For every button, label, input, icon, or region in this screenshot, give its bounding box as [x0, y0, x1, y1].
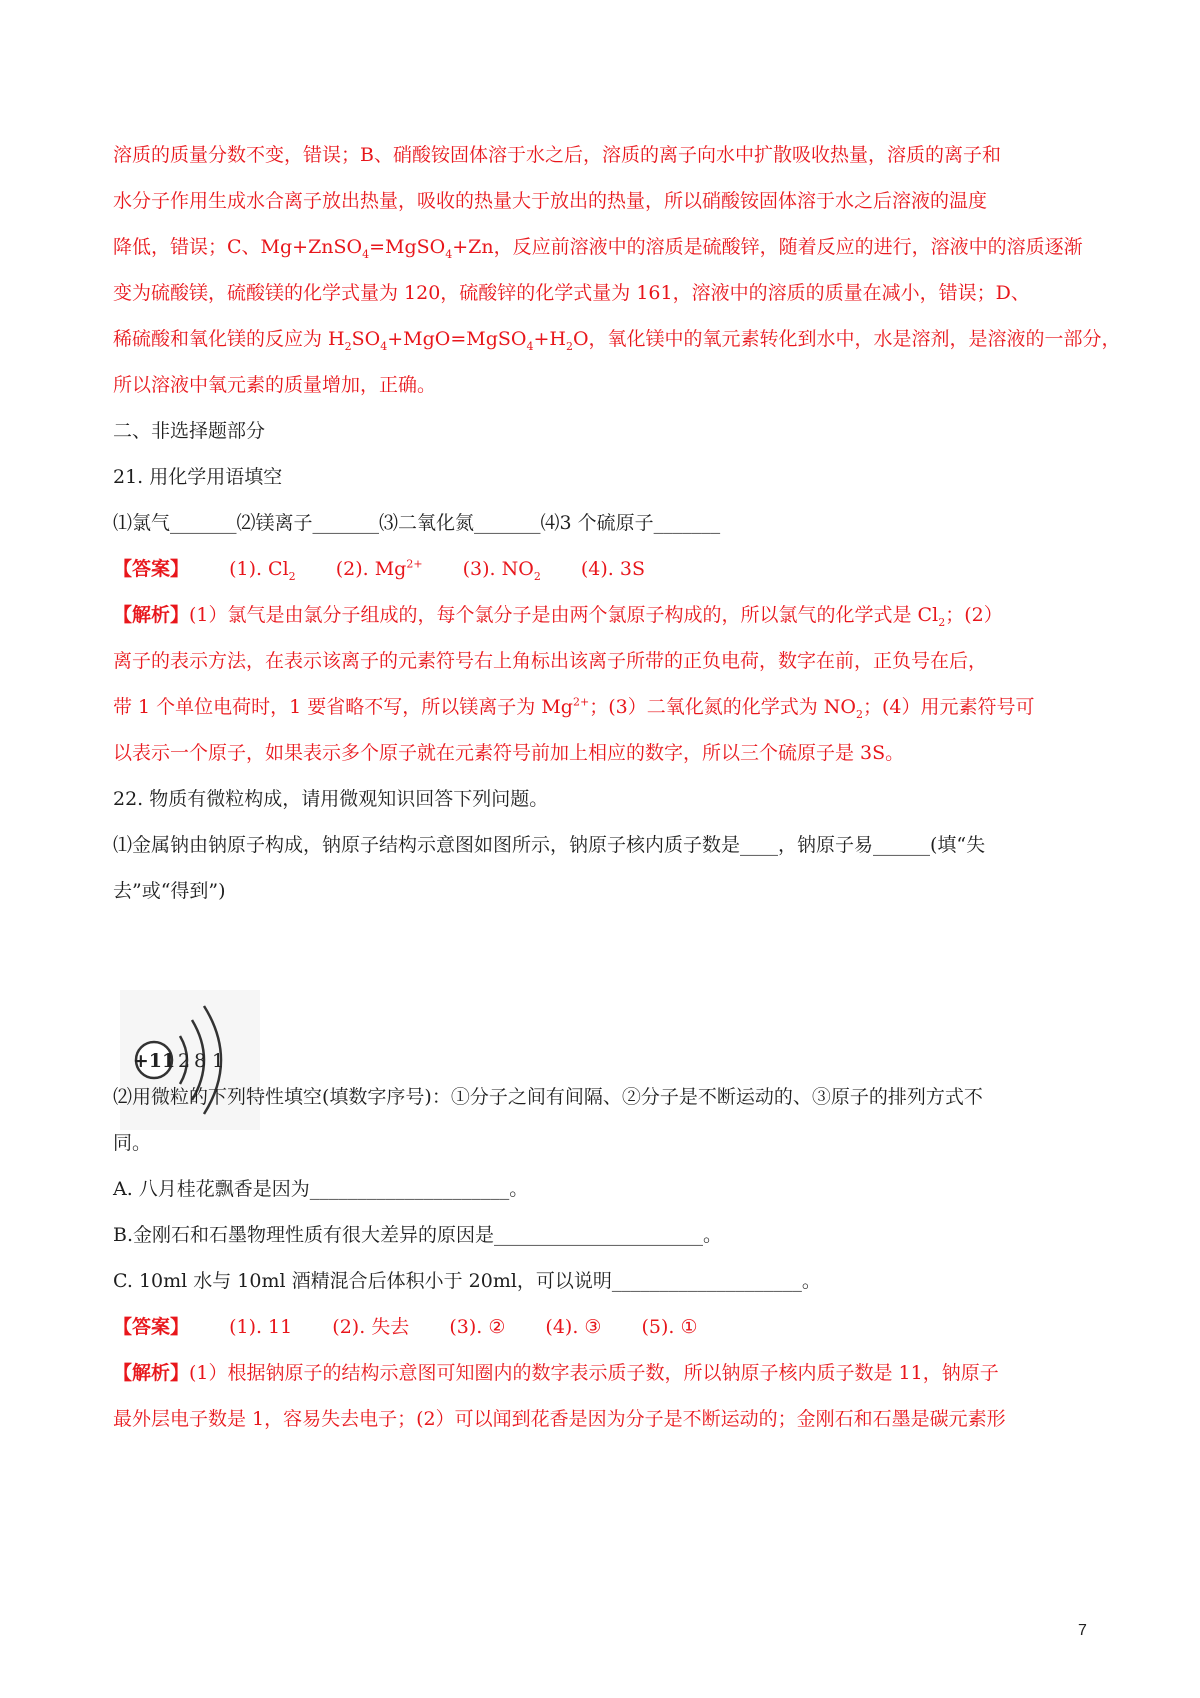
q21-blanks: ⑴氯气_______⑵镁离子_______⑶二氧化氮_______⑷3 个硫原子_______	[113, 512, 721, 534]
prev-explanation-line-2: 水分子作用生成水合离子放出热量，吸收的热量大于放出的热量，所以硝酸铵固体溶于水之后溶液的温度	[113, 190, 988, 212]
q22-part1-line-2: 去”或“得到”)	[113, 880, 226, 902]
q21-answer-2: (2). $Mg^{2+}$	[335, 557, 423, 580]
shell-1-electrons: 2	[177, 1050, 191, 1072]
analysis-label: 【解析】	[113, 604, 190, 626]
q22-answer-2: (2). 失去	[332, 1316, 410, 1338]
q22-answer-4: (4). ③	[545, 1316, 602, 1338]
q22-title: 22. 物质有微粒构成，请用微观知识回答下列问题。	[113, 788, 549, 810]
q22-question-a: A. 八月桂花飘香是因为_____________________。	[113, 1178, 529, 1200]
q21-answer-4: (4). 3S	[580, 558, 645, 580]
q21-title: 21. 用化学用语填空	[113, 466, 283, 488]
q22-answer-1: (1). 11	[229, 1316, 293, 1338]
prev-explanation-line-6: 所以溶液中氧元素的质量增加，正确。	[113, 374, 437, 396]
prev-explanation-line-4: 变为硫酸镁，硫酸镁的化学式量为 120，硫酸锌的化学式量为 161，溶液中的溶质的质量在减小，错误；D、	[113, 282, 1030, 304]
shell-2-electrons: 8	[193, 1050, 207, 1072]
q21-analysis-line-4: 以表示一个原子，如果表示多个原子就在元素符号前加上相应的数字，所以三个硫原子是 3S。	[113, 742, 905, 764]
q21-answer	[113, 554, 1103, 584]
prev-explanation-line-5: 稀硫酸和氧化镁的反应为 $H_2SO_4+MgO=MgSO_4+H_2O$，氧化镁中的氧元素转化到水中，水是溶剂，是溶液的一部分，	[113, 328, 1121, 353]
q22-question-b: B.金刚石和石墨物理性质有很大差异的原因是______________________。	[113, 1224, 723, 1246]
q22-part2-line-1: ⑵用微粒的下列特性填空(填数字序号)：①分子之间有间隔、②分子是不断运动的、③原子的排列方式不	[113, 1086, 983, 1108]
q22-answer-3: (3). ②	[449, 1316, 506, 1338]
q22-part2-line-2: 同。	[113, 1132, 152, 1154]
prev-explanation-line-1: 溶质的质量分数不变，错误；B、硝酸铵固体溶于水之后，溶质的离子向水中扩散吸收热量，溶质的离子和	[113, 144, 1001, 166]
section-title: 二、非选择题部分	[113, 420, 266, 442]
q21-answer-1: (1). $Cl_2$	[229, 558, 296, 583]
q22-question-c: C. 10ml 水与 10ml 酒精混合后体积小于 20ml，可以说明____________________。	[113, 1270, 821, 1292]
q22-answer	[113, 1312, 1103, 1342]
q22-analysis-line-2: 最外层电子数是 1，容易失去电子；(2）可以闻到花香是因为分子是不断运动的；金刚石和石墨是碳元素形	[113, 1408, 1006, 1430]
nucleus-charge: +11	[132, 1050, 176, 1072]
q22-part1-line-1: ⑴金属钠由钠原子构成，钠原子结构示意图如图所示，钠原子核内质子数是____，钠原子易______(填“失	[113, 834, 986, 856]
prev-explanation-line-3: 降低，错误；C、Mg+ZnSO$_4$=MgSO$_4$+Zn，反应前溶液中的溶质是硫酸锌，随着反应的进行，溶液中的溶质逐渐	[113, 236, 1083, 261]
answer-label: 【答案】	[113, 558, 190, 580]
answer-label: 【答案】	[113, 1316, 190, 1338]
shell-3-electrons: 1	[211, 1050, 225, 1072]
analysis-label: 【解析】	[113, 1362, 190, 1384]
q22-analysis-line-1: 【解析】(1）根据钠原子的结构示意图可知圈内的数字表示质子数，所以钠原子核内质子数是 11，钠原子	[113, 1362, 999, 1384]
q21-analysis-line-1: 【解析】(1）氯气是由氯分子组成的，每个氯分子是由两个氯原子构成的，所以氯气的化学式是 $Cl_2$；(2）	[113, 604, 1003, 629]
q22-answer-5: (5). ①	[641, 1316, 698, 1338]
q21-analysis-line-2: 离子的表示方法，在表示该离子的元素符号右上角标出该离子所带的正负电荷，数字在前，正负号在后，	[113, 650, 988, 672]
q21-answer-3: (3). $NO_2$	[462, 558, 541, 583]
page-number: 7	[1078, 1622, 1087, 1639]
q21-analysis-line-3: 带 1 个单位电荷时，1 要省略不写，所以镁离子为 $Mg^{2+}$；(3）二氧化氮的化学式为 $NO_2$；(4）用元素符号可	[113, 695, 1035, 721]
